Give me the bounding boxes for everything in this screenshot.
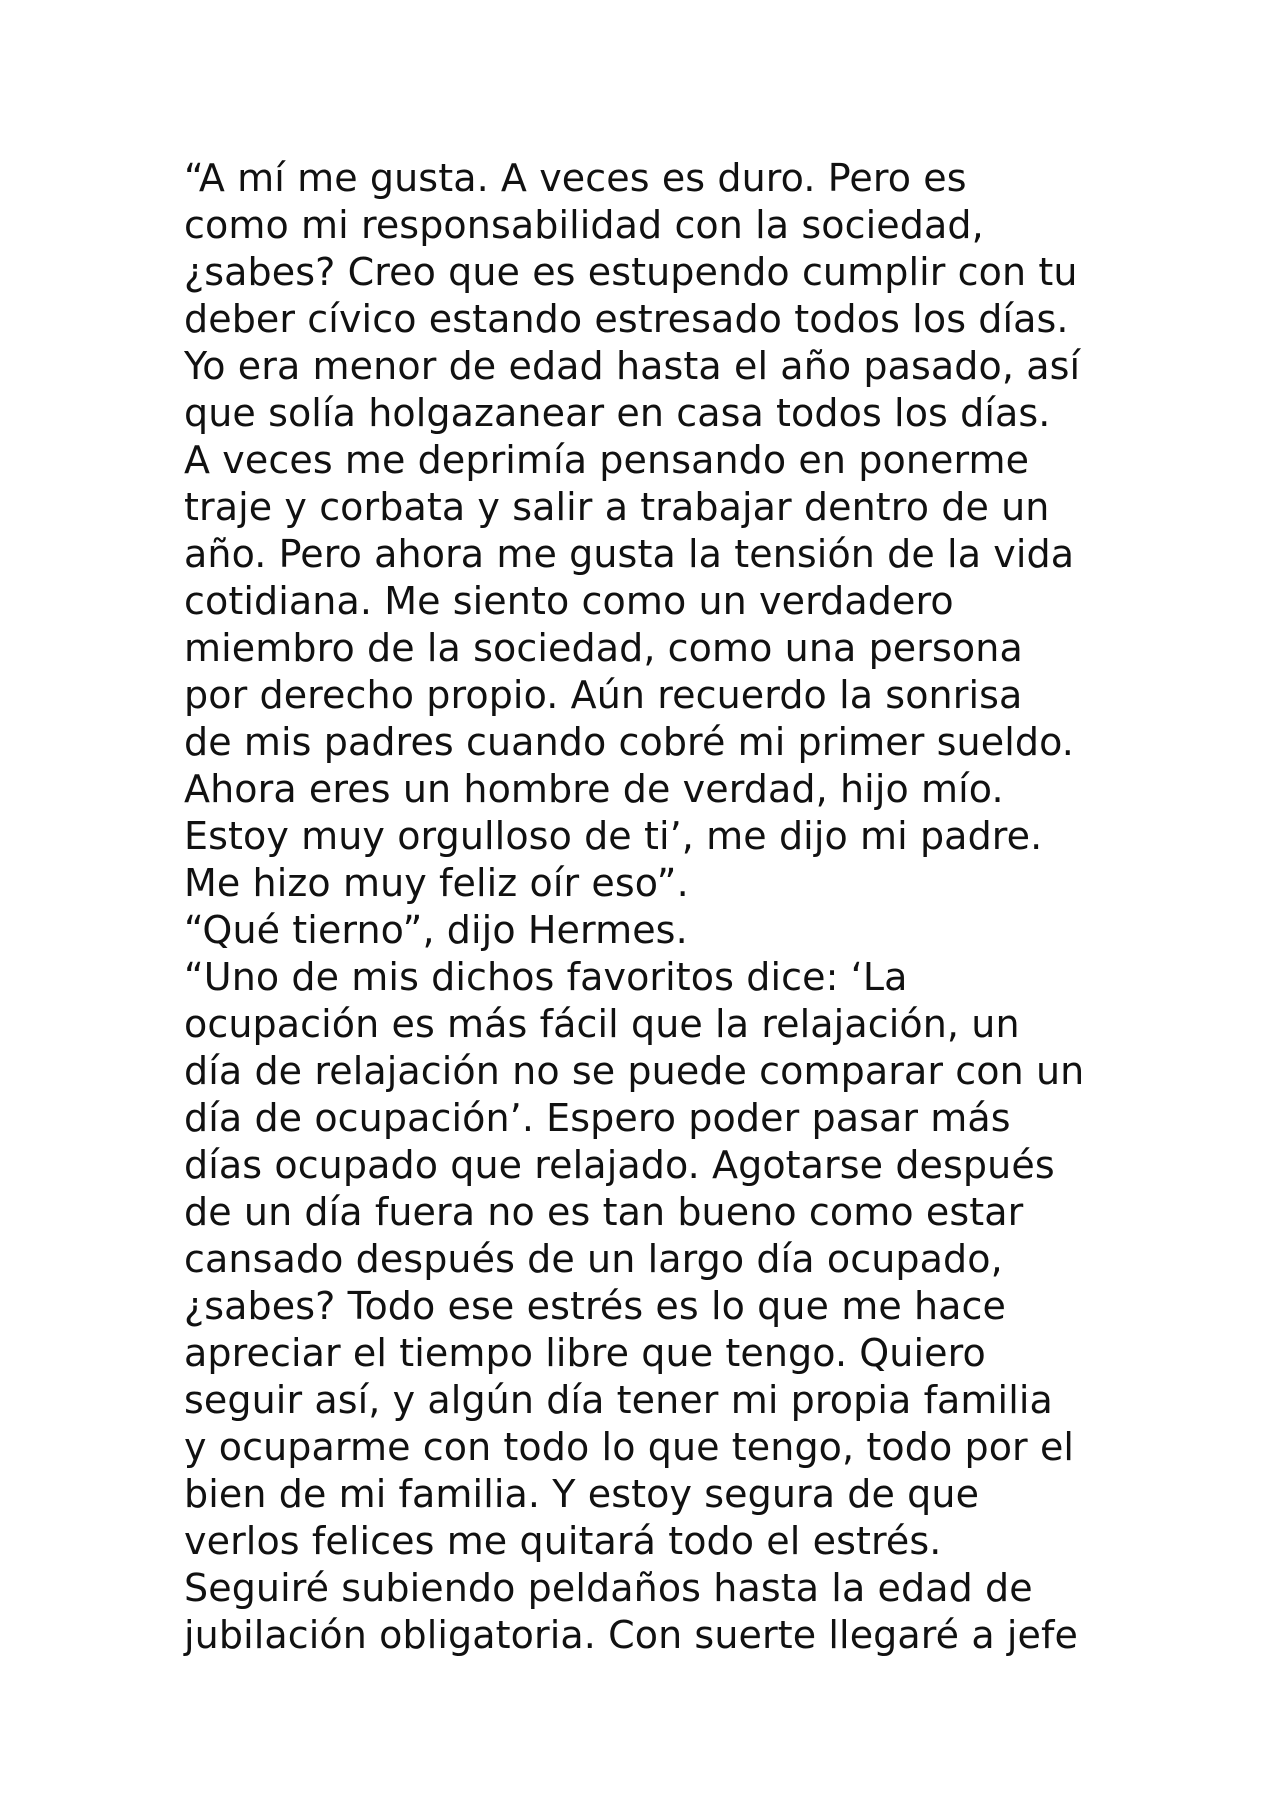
text-line: “A mí me gusta. A veces es duro. Pero es <box>184 156 967 200</box>
text-line: como mi responsabilidad con la sociedad, <box>184 203 984 247</box>
text-line: Seguiré subiendo peldaños hasta la edad de <box>184 1566 1033 1610</box>
text-line: seguir así, y algún día tener mi propia familia <box>184 1378 1053 1422</box>
text-line: “Qué tierno”, dijo Hermes. <box>184 908 688 952</box>
text-line: bien de mi familia. Y estoy segura de que <box>184 1472 980 1516</box>
text-line: ¿sabes? Todo ese estrés es lo que me hace <box>184 1284 1007 1328</box>
text-line: Yo era menor de edad hasta el año pasado, así <box>184 344 1081 388</box>
text-line: días ocupado que relajado. Agotarse después <box>184 1143 1055 1187</box>
text-line: Me hizo muy feliz oír eso”. <box>184 861 689 905</box>
text-line: Estoy muy orgulloso de ti’, me dijo mi padre. <box>184 814 1043 858</box>
text-line: por derecho propio. Aún recuerdo la sonrisa <box>184 673 1023 717</box>
text-line: ocupación es más fácil que la relajación, un <box>184 1002 1020 1046</box>
text-line: traje y corbata y salir a trabajar dentro de un <box>184 485 1050 529</box>
text-line: Ahora eres un hombre de verdad, hijo mío. <box>184 767 1004 811</box>
text-line: apreciar el tiempo libre que tengo. Quiero <box>184 1331 986 1375</box>
text-line: de un día fuera no es tan bueno como estar <box>184 1190 1024 1234</box>
text-line: verlos felices me quitará todo el estrés. <box>184 1519 942 1563</box>
text-line: día de relajación no se puede comparar con un <box>184 1049 1085 1093</box>
text-line: y ocuparme con todo lo que tengo, todo por el <box>184 1425 1075 1469</box>
text-line: que solía holgazanear en casa todos los días. <box>184 391 1051 435</box>
text-line: cotidiana. Me siento como un verdadero <box>184 579 954 623</box>
text-line: de mis padres cuando cobré mi primer sueldo. <box>184 720 1074 764</box>
text-line: “Uno de mis dichos favoritos dice: ‘La <box>184 955 908 999</box>
text-line: ¿sabes? Creo que es estupendo cumplir con tu <box>184 250 1078 294</box>
text-line: A veces me deprimía pensando en ponerme <box>184 438 1030 482</box>
text-line: miembro de la sociedad, como una persona <box>184 626 1023 670</box>
text-line: día de ocupación’. Espero poder pasar más <box>184 1096 1011 1140</box>
text-line: cansado después de un largo día ocupado, <box>184 1237 1003 1281</box>
body-text <box>184 155 1184 1659</box>
text-line: año. Pero ahora me gusta la tensión de la vida <box>184 532 1075 576</box>
text-line: jubilación obligatoria. Con suerte llegaré a jefe <box>184 1613 1078 1657</box>
text-line: deber cívico estando estresado todos los días. <box>184 297 1069 341</box>
